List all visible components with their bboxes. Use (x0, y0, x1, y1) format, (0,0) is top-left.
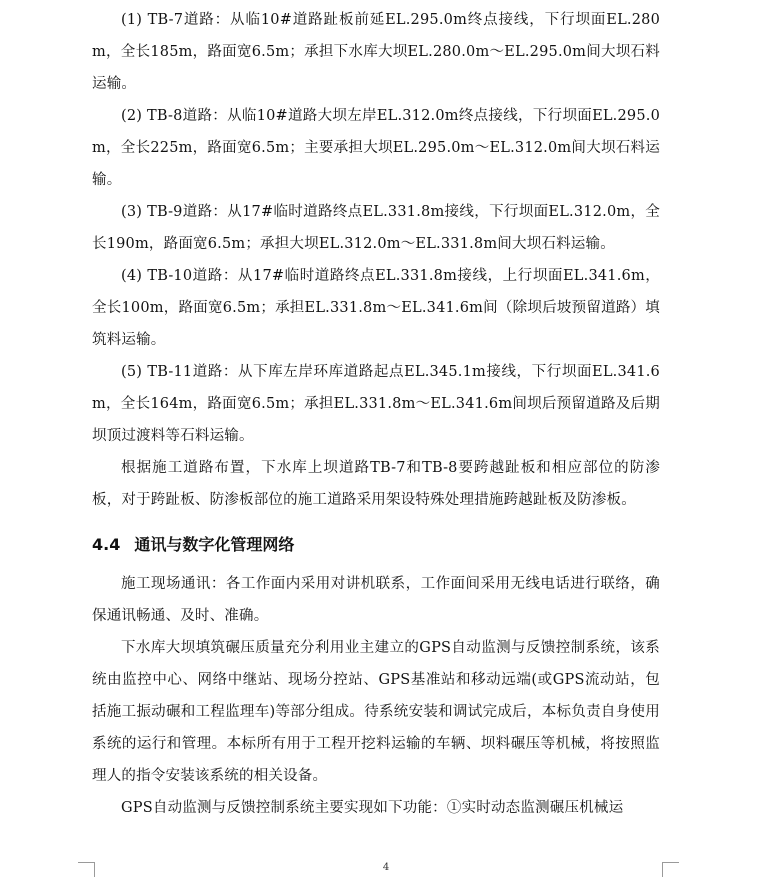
section-title: 通讯与数字化管理网络 (134, 535, 295, 554)
paragraph-road-tb7: (1) TB-7道路：从临10#道路趾板前延EL.295.0m终点接线，下行坝面EL.280m，全长185m，路面宽6.5m；承担下水库大坝EL.280.0m～EL.295.0m间大坝石料运输。 (92, 12, 660, 92)
paragraph-road-crossing: 根据施工道路布置，下水库上坝道路TB-7和TB-8要跨越趾板和相应部位的防渗板，对于跨趾板、防渗板部位的施工道路采用架设特殊处理措施跨越趾板及防渗板。 (92, 460, 660, 508)
paragraph-road-tb9: (3) TB-9道路：从17#临时道路终点EL.331.8m接线，下行坝面EL.312.0m，全长190m，路面宽6.5m；承担大坝EL.312.0m～EL.331.8m间大坝石料运输。 (92, 204, 660, 252)
paragraph-road-tb11: (5) TB-11道路：从下库左岸环库道路起点EL.345.1m接线，下行坝面EL.341.6m，全长164m，路面宽6.5m；承担EL.331.8m～EL.341.6m间坝后预留道路及后期坝顶过渡料等石料运输。 (92, 364, 660, 444)
paragraph-road-tb10: (4) TB-10道路：从17#临时道路终点EL.331.8m接线，上行坝面EL.341.6m，全长100m，路面宽6.5m；承担EL.331.8m～EL.341.6m间（除坝后坡预留道路）填筑料运输。 (92, 268, 660, 348)
paragraph-gps-functions: GPS自动监测与反馈控制系统主要实现如下功能：①实时动态监测碾压机械运 (121, 800, 624, 816)
section-number: 4.4 (92, 535, 121, 554)
section-heading (92, 530, 660, 560)
paragraph-road-tb8: (2) TB-8道路：从临10#道路大坝左岸EL.312.0m终点接线，下行坝面EL.295.0m，全长225m，路面宽6.5m；主要承担大坝EL.295.0m～EL.312.0m间大坝石料运输。 (92, 108, 660, 188)
paragraph-site-communication: 施工现场通讯：各工作面内采用对讲机联系，工作面间采用无线电话进行联络，确保通讯畅通、及时、准确。 (92, 576, 660, 624)
document-body (92, 4, 660, 824)
page-number: 4 (382, 862, 390, 873)
paragraph-gps-system: 下水库大坝填筑碾压质量充分利用业主建立的GPS自动监测与反馈控制系统，该系统由监控中心、网络中继站、现场分控站、GPS基准站和移动远端(或GPS流动站，包括施工振动碾和工程监理车)等部分组成。待系统安装和调试完成后，本标负责自身使用系统的运行和管理。本标所有用于工程开挖料运输的车辆、坝料碾压等机械，将按照监理人的指令安装该系统的相关设备。 (92, 640, 660, 784)
